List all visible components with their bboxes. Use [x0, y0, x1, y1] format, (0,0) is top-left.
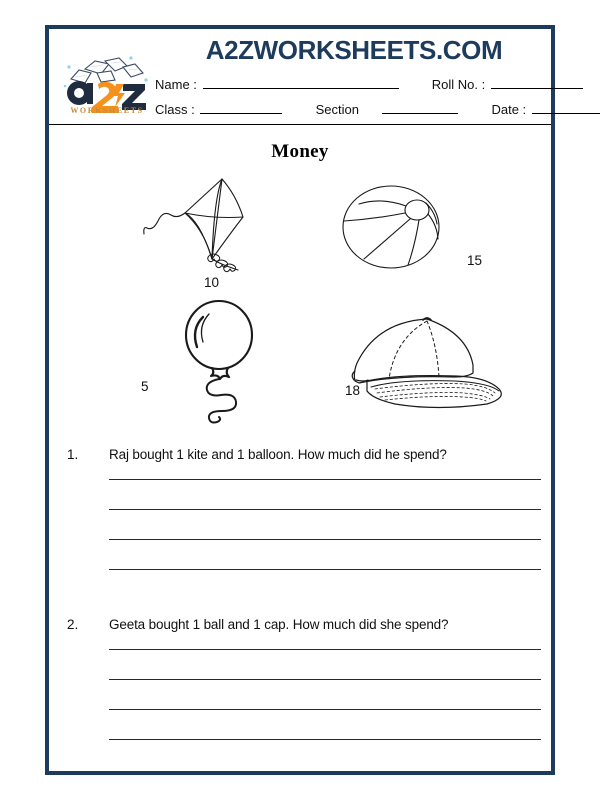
question-1: [49, 447, 551, 473]
ball-price: 15: [467, 253, 483, 268]
ball-illustration: [329, 177, 479, 277]
cap-illustration: [337, 305, 517, 415]
question-1-text: Raj bought 1 kite and 1 balloon. How much did he spend?: [109, 447, 447, 462]
worksheet-title: Money: [271, 141, 329, 162]
worksheet-body: [49, 125, 551, 771]
name-label: Name :: [155, 77, 197, 92]
answer-line[interactable]: [109, 739, 541, 740]
kite-drawing: [144, 173, 294, 273]
logo-graphic: [61, 53, 153, 115]
date-label: Date :: [491, 102, 527, 117]
section-input[interactable]: [382, 100, 458, 114]
class-label: Class :: [155, 102, 195, 117]
answer-line[interactable]: [109, 509, 541, 510]
baseball-cap-drawing: [337, 305, 517, 415]
question-2: [49, 617, 551, 643]
question-2-number: 2.: [67, 617, 79, 632]
answer-line[interactable]: [109, 649, 541, 650]
roll-no-input[interactable]: [491, 75, 583, 89]
balloon-illustration: [159, 295, 289, 415]
header-box: [49, 29, 551, 125]
question-2-text: Geeta bought 1 ball and 1 cap. How much did she spend?: [109, 617, 449, 632]
date-input[interactable]: [532, 100, 600, 114]
brand-title: A2ZWORKSHEETS.COM: [205, 35, 503, 65]
beach-ball-drawing: [329, 177, 479, 277]
balloon-drawing: [159, 295, 289, 415]
answer-line[interactable]: [109, 539, 541, 540]
kite-illustration: [144, 173, 294, 273]
answer-line[interactable]: [109, 569, 541, 570]
field-row-class: [155, 100, 543, 122]
cap-price: 18: [345, 383, 361, 398]
section-label: Section: [315, 102, 359, 117]
class-input[interactable]: [200, 100, 282, 114]
answer-line[interactable]: [109, 709, 541, 710]
name-input[interactable]: [203, 75, 399, 89]
kite-price: 10: [204, 275, 220, 290]
roll-no-label: Roll No. :: [431, 77, 486, 92]
balloon-price: 5: [141, 379, 149, 394]
answer-line[interactable]: [109, 679, 541, 680]
question-1-number: 1.: [67, 447, 79, 462]
answer-line[interactable]: [109, 479, 541, 480]
sheet-border: [45, 25, 555, 775]
a2z-worksheets-logo: [61, 53, 153, 115]
field-row-name: [155, 75, 543, 97]
svg-text:WORKSHEETS: WORKSHEETS: [70, 106, 144, 115]
